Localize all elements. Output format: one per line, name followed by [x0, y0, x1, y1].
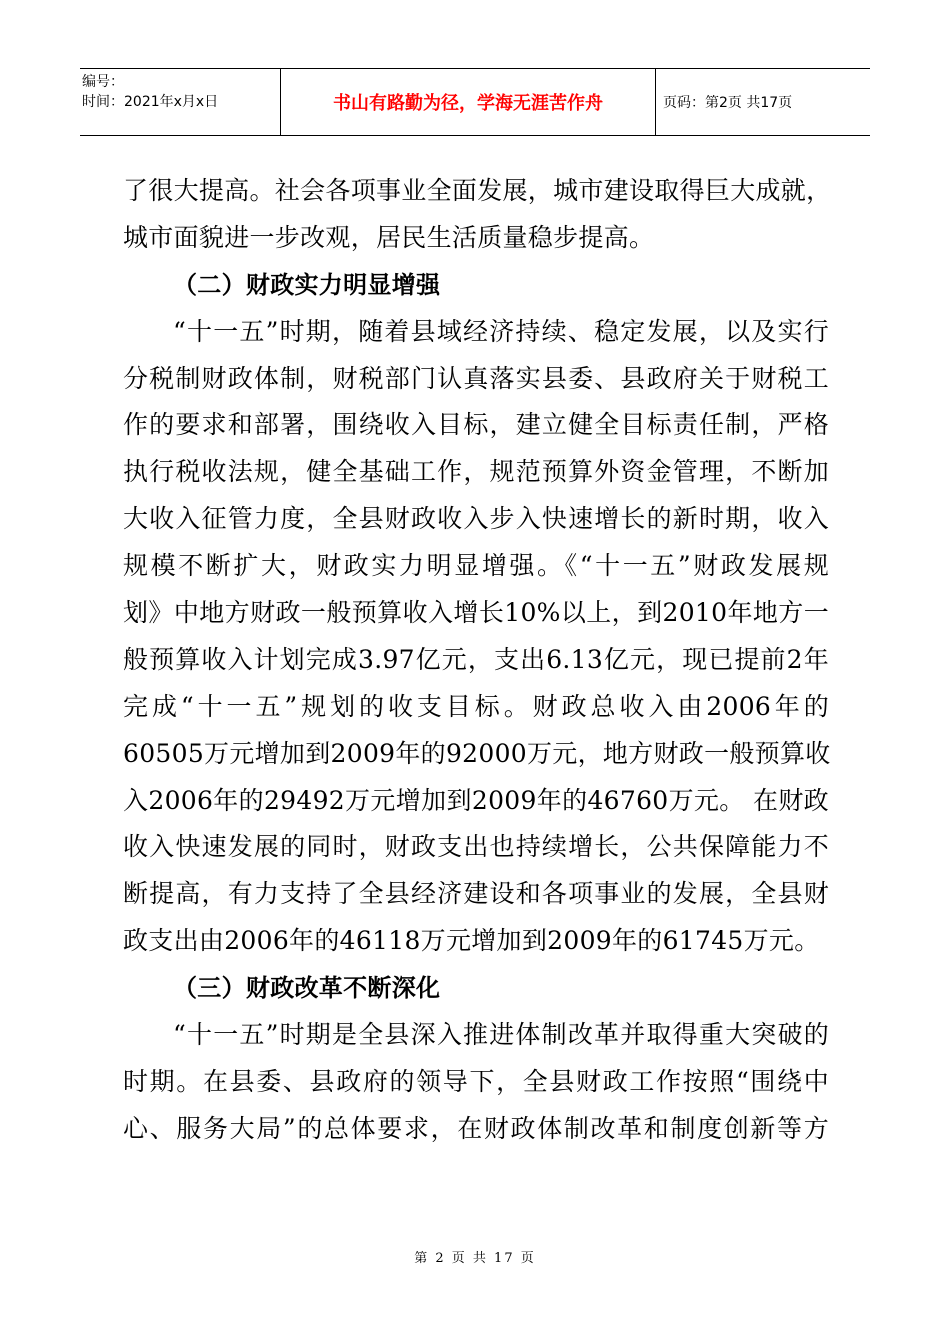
body-line: 60505万元增加到2009年的92000万元，地方财政一般预算收	[123, 738, 831, 768]
body-line: 分税制财政体制，财税部门认真落实县委、县政府关于财税工	[123, 363, 829, 393]
body-line: 断提高，有力支持了全县经济建设和各项事业的发展，全县财	[123, 879, 829, 909]
body-line: “十一五”时期，随着县域经济持续、稳定发展，以及实行	[173, 316, 829, 346]
body-line: 城市面貌进一步改观，居民生活质量稳步提高。	[123, 222, 655, 252]
header-info-cell	[80, 69, 281, 135]
document-body	[123, 168, 832, 1153]
body-line: 了很大提高。社会各项事业全面发展，城市建设取得巨大成就，	[123, 176, 832, 205]
body-line: 般预算收入计划完成3.97亿元，支出6.13亿元，现已提前2年	[123, 644, 829, 674]
body-line: 收入快速发展的同时，财政支出也持续增长，公共保障能力不	[123, 832, 829, 862]
body-line: “十一五”时期是全县深入推进体制改革并取得重大突破的	[173, 1020, 829, 1050]
header-page-number: 页码：第2页 共17页	[663, 95, 793, 111]
page-footer	[0, 1247, 950, 1266]
header-page-cell	[656, 69, 870, 135]
document-number-label: 编号：	[82, 74, 124, 90]
header-motto-cell	[281, 69, 656, 135]
section-heading: （二）财政实力明显增强	[173, 270, 441, 299]
body-line: 完成“十一五”规划的收支目标。财政总收入由2006年的	[123, 691, 829, 721]
body-line: 划》中地方财政一般预算收入增长10%以上，到2010年地方一	[123, 598, 829, 628]
document-date-label: 时间：2021年x月x日	[82, 94, 219, 110]
body-line: 大收入征管力度，全县财政收入步入快速增长的新时期，收入	[123, 504, 829, 534]
body-line: 入2006年的29492万元增加到2009年的46760万元。 在财政	[123, 785, 829, 815]
body-line: 心、服务大局”的总体要求，在财政体制改革和制度创新等方	[123, 1113, 829, 1143]
header-motto: 书山有路勤为径，学海无涯苦作舟	[333, 93, 603, 114]
page-header	[80, 68, 870, 136]
footer-page-number: 第 2 页 共 17 页	[414, 1251, 536, 1266]
body-line: 执行税收法规，健全基础工作，规范预算外资金管理，不断加	[123, 457, 829, 487]
body-line: 作的要求和部署，围绕收入目标，建立健全目标责任制，严格	[123, 410, 829, 440]
body-line: 政支出由2006年的46118万元增加到2009年的61745万元。	[123, 926, 820, 956]
section-heading: （三）财政改革不断深化	[173, 974, 441, 1003]
body-line: 规模不断扩大，财政实力明显增强。《“十一五”财政发展规	[123, 551, 829, 581]
body-line: 时期。在县委、县政府的领导下，全县财政工作按照“围绕中	[123, 1066, 829, 1096]
